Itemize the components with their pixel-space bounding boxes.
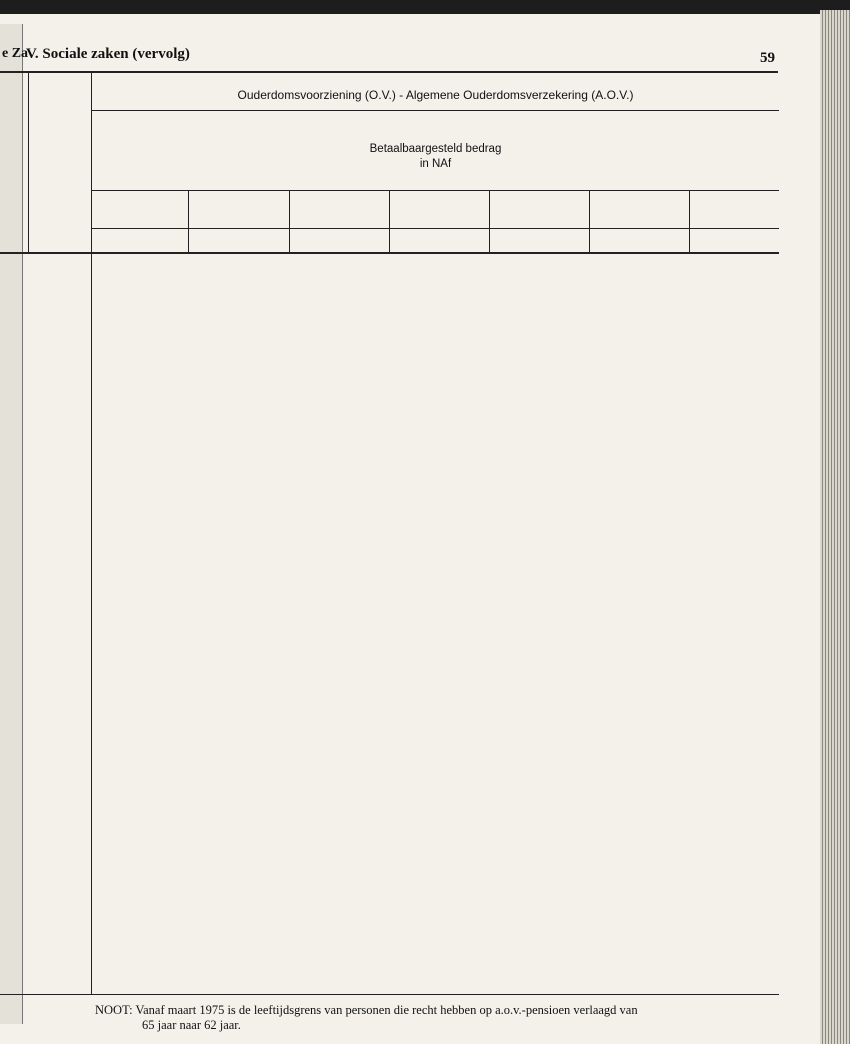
rule-stub-left (28, 72, 29, 252)
subheading-line1: Betaalbaargesteld bedrag (369, 143, 502, 155)
rule-top (0, 71, 778, 73)
book-page-edges (820, 10, 850, 1044)
page-number: 59 (760, 50, 775, 66)
rule-under-colnames (92, 228, 779, 229)
footnote-line2: 65 jaar naar 62 jaar. (142, 1018, 241, 1032)
rule-under-colnums (0, 252, 779, 254)
section-title: V. Sociale zaken (vervolg) (26, 46, 190, 62)
column-subheading (92, 142, 779, 172)
previous-page-strip (0, 24, 23, 1024)
footnote (95, 1003, 735, 1033)
rule-column-separator (689, 190, 690, 252)
rule-under-subhead (92, 190, 779, 191)
footnote-line1: NOOT: Vanaf maart 1975 is de leeftijdsgrens van personen die recht hebben op a.o.v.-pensioen verlaagd van (95, 1003, 638, 1017)
rule-column-separator (289, 190, 290, 252)
rule-column-separator (389, 190, 390, 252)
rule-column-separator (188, 190, 189, 252)
rule-column-separator (489, 190, 490, 252)
rule-column-separator (589, 190, 590, 252)
rule-under-group (92, 110, 779, 111)
rule-bottom (0, 994, 779, 995)
group-heading: Ouderdomsvoorziening (O.V.) - Algemene Ouderdomsverzekering (A.O.V.) (237, 88, 634, 102)
subheading-line2: in NAf (419, 158, 452, 170)
rule-stub-right (91, 72, 92, 994)
prev-title-fragment: e Za (2, 46, 29, 61)
